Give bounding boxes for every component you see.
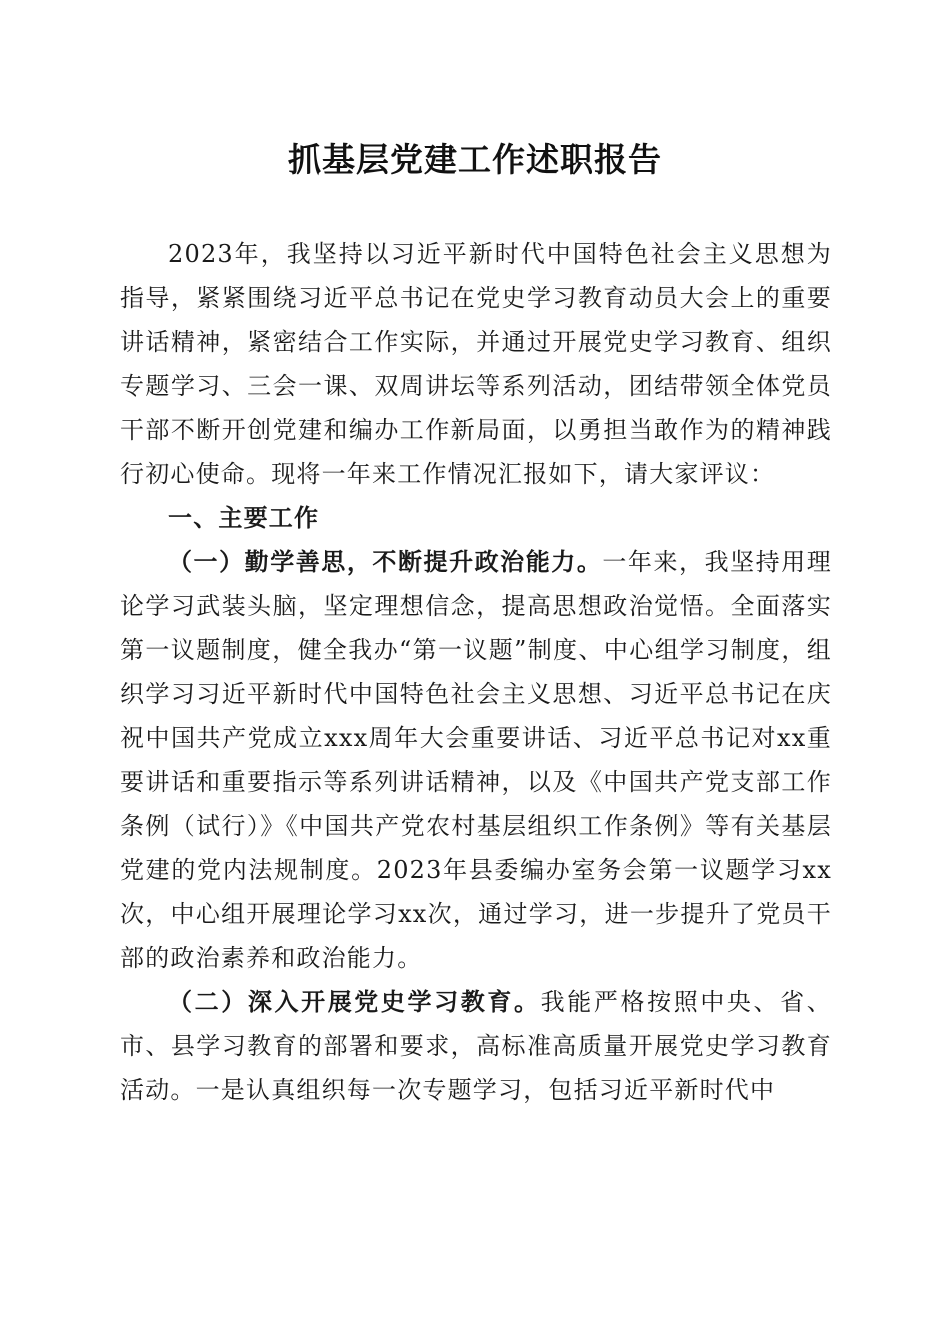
section-heading-main-work: 一、主要工作 bbox=[168, 504, 320, 532]
item-1-paragraph bbox=[120, 540, 832, 980]
page-title: 抓基层党建工作述职报告 bbox=[288, 140, 662, 179]
item-1-body: 一年来，我坚持用理论学习武装头脑，坚定理想信念，提高思想政治觉悟。全面落实第一议题制度，健全我办“第一议题”制度、中心组学习制度，组织学习习近平新时代中国特色社会主义思想、习近平总书记在庆祝中国共产党成立xxx周年大会重要讲话、习近平总书记对xx重要讲话和重要指示等系列讲话精神，以及《中国共产党支部工作条例（试行）》《中国共产党农村基层组织工作条例》等有关基层党建的党内法规制度。2023年县委编办室务会第一议题学习xx次，中心组开展理论学习xx次，通过学习，进一步提升了党员干部的政治素养和政治能力。 bbox=[120, 548, 832, 972]
document-body bbox=[120, 232, 832, 1112]
item-1-lead: （一）勤学善思，不断提升政治能力。 bbox=[168, 548, 603, 576]
intro-paragraph: 2023年，我坚持以习近平新时代中国特色社会主义思想为指导，紧紧围绕习近平总书记在党史学习教育动员大会上的重要讲话精神，紧密结合工作实际，并通过开展党史学习教育、组织专题学习、三会一课、双周讲坛等系列活动，团结带领全体党员干部不断开创党建和编办工作新局面，以勇担当敢作为的精神践行初心使命。现将一年来工作情况汇报如下，请大家评议： bbox=[120, 240, 832, 488]
item-2-lead: （二）深入开展党史学习教育。 bbox=[168, 988, 541, 1016]
item-2-body: 我能严格按照中央、省、市、县学习教育的部署和要求，高标准高质量开展党史学习教育活动。一是认真组织每一次专题学习，包括习近平新时代中 bbox=[120, 988, 832, 1104]
item-2-paragraph bbox=[120, 980, 832, 1112]
